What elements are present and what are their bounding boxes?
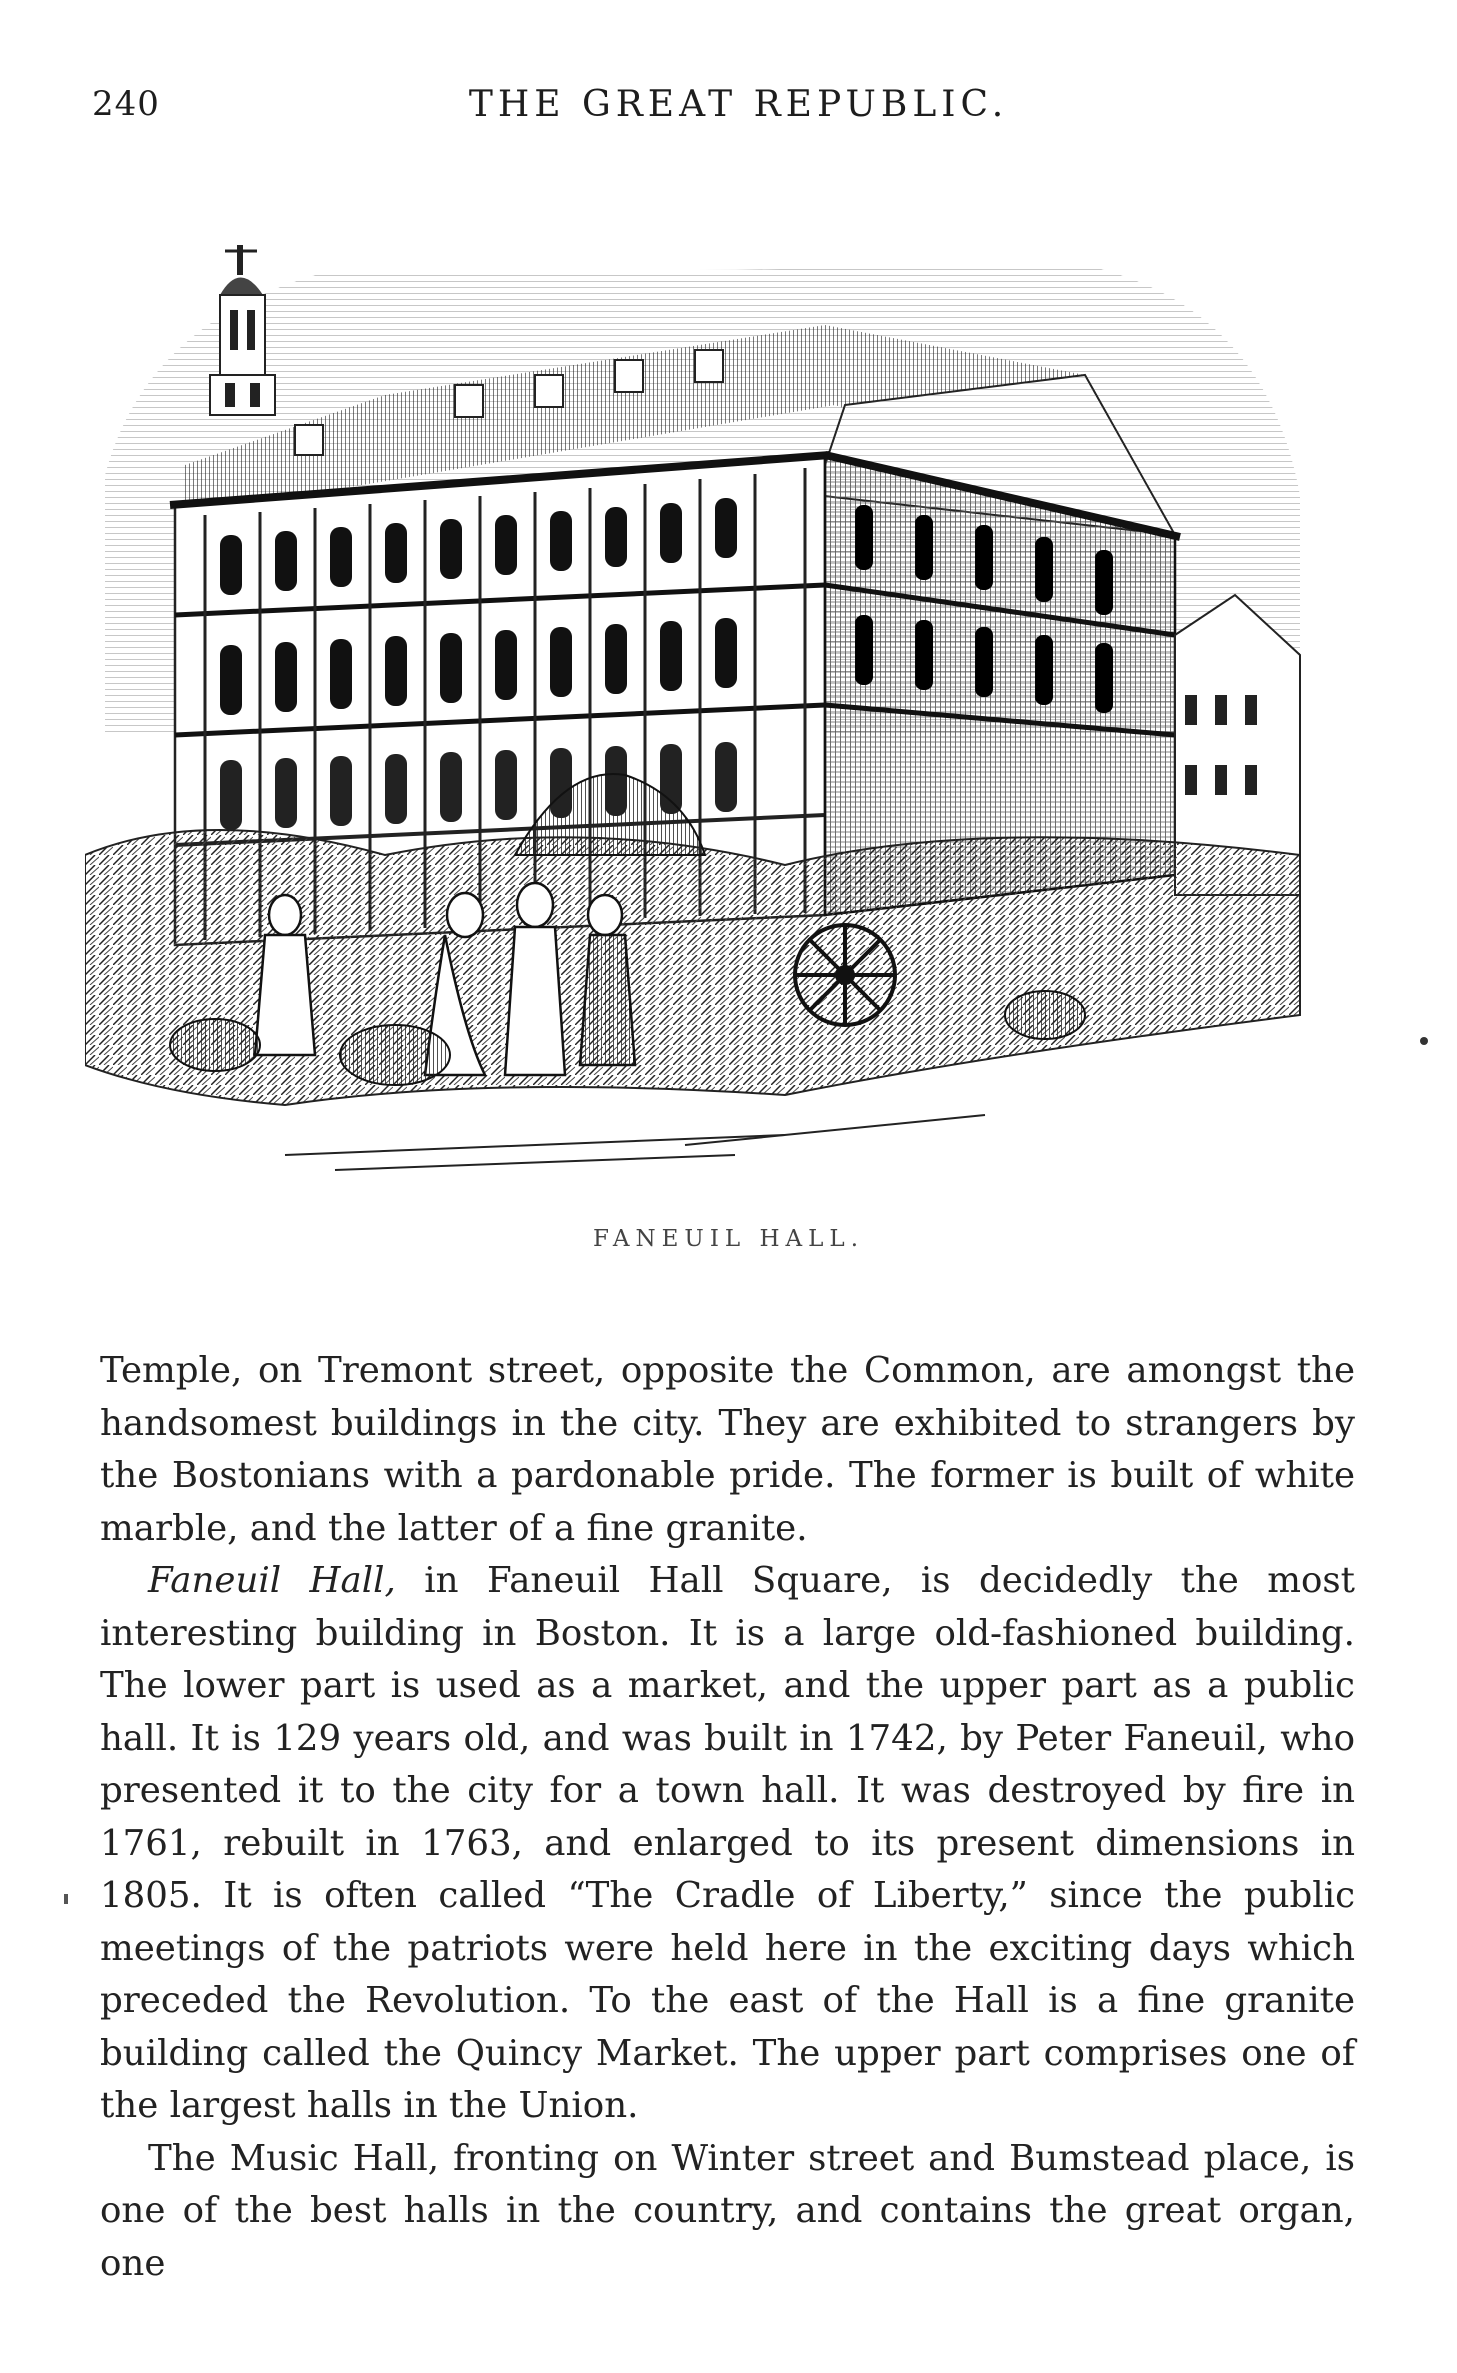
ink-speck bbox=[64, 1894, 68, 1904]
running-title: THE GREAT REPUBLIC. bbox=[468, 84, 1009, 125]
paragraph: The Music Hall, fronting on Winter street and Bumstead place, is one of the best halls in the country, and contains the great organ, one bbox=[100, 2137, 1355, 2284]
paragraph-text: in Faneuil Hall Square, is decidedly the most interesting building in Boston. It is a large old-fashioned building. The lower part is used as a market, and the upper part as a public hall. It is 129 years old, and was built in 1742, by Peter Faneuil, who presented it to the city for a town hall. It was destroyed by fire in 1761, rebuilt in 1763, and enlarged to its present dimensions in 1805. It is often called “The Cradle of Liberty,” since the public meetings of the patriots were held here in the exciting days which preceded the Revolution. To the east of the Hall is a fine granite building called the Quincy Market. The upper part comprises one of the largest halls in the Union. bbox=[100, 1560, 1355, 2126]
ground-lines bbox=[285, 1115, 985, 1170]
faneuil-hall-engraving bbox=[85, 215, 1335, 1200]
paragraph bbox=[100, 1555, 1355, 2133]
page-header bbox=[0, 84, 1457, 134]
italic-term: Faneuil Hall, bbox=[148, 1560, 396, 1601]
paragraph: Temple, on Tremont street, opposite the Common, are amongst the handsomest buildings in the city. They are exhibited to strangers by the Bostonians with a pardonable pride. The former is built of white marble, and the latter of a fine granite. bbox=[100, 1350, 1355, 1549]
body-text bbox=[100, 1345, 1355, 2290]
page-number: 240 bbox=[92, 84, 160, 124]
cupola bbox=[210, 245, 275, 415]
figure-caption: FANEUIL HALL. bbox=[592, 1226, 865, 1252]
ink-speck bbox=[1420, 1037, 1428, 1045]
